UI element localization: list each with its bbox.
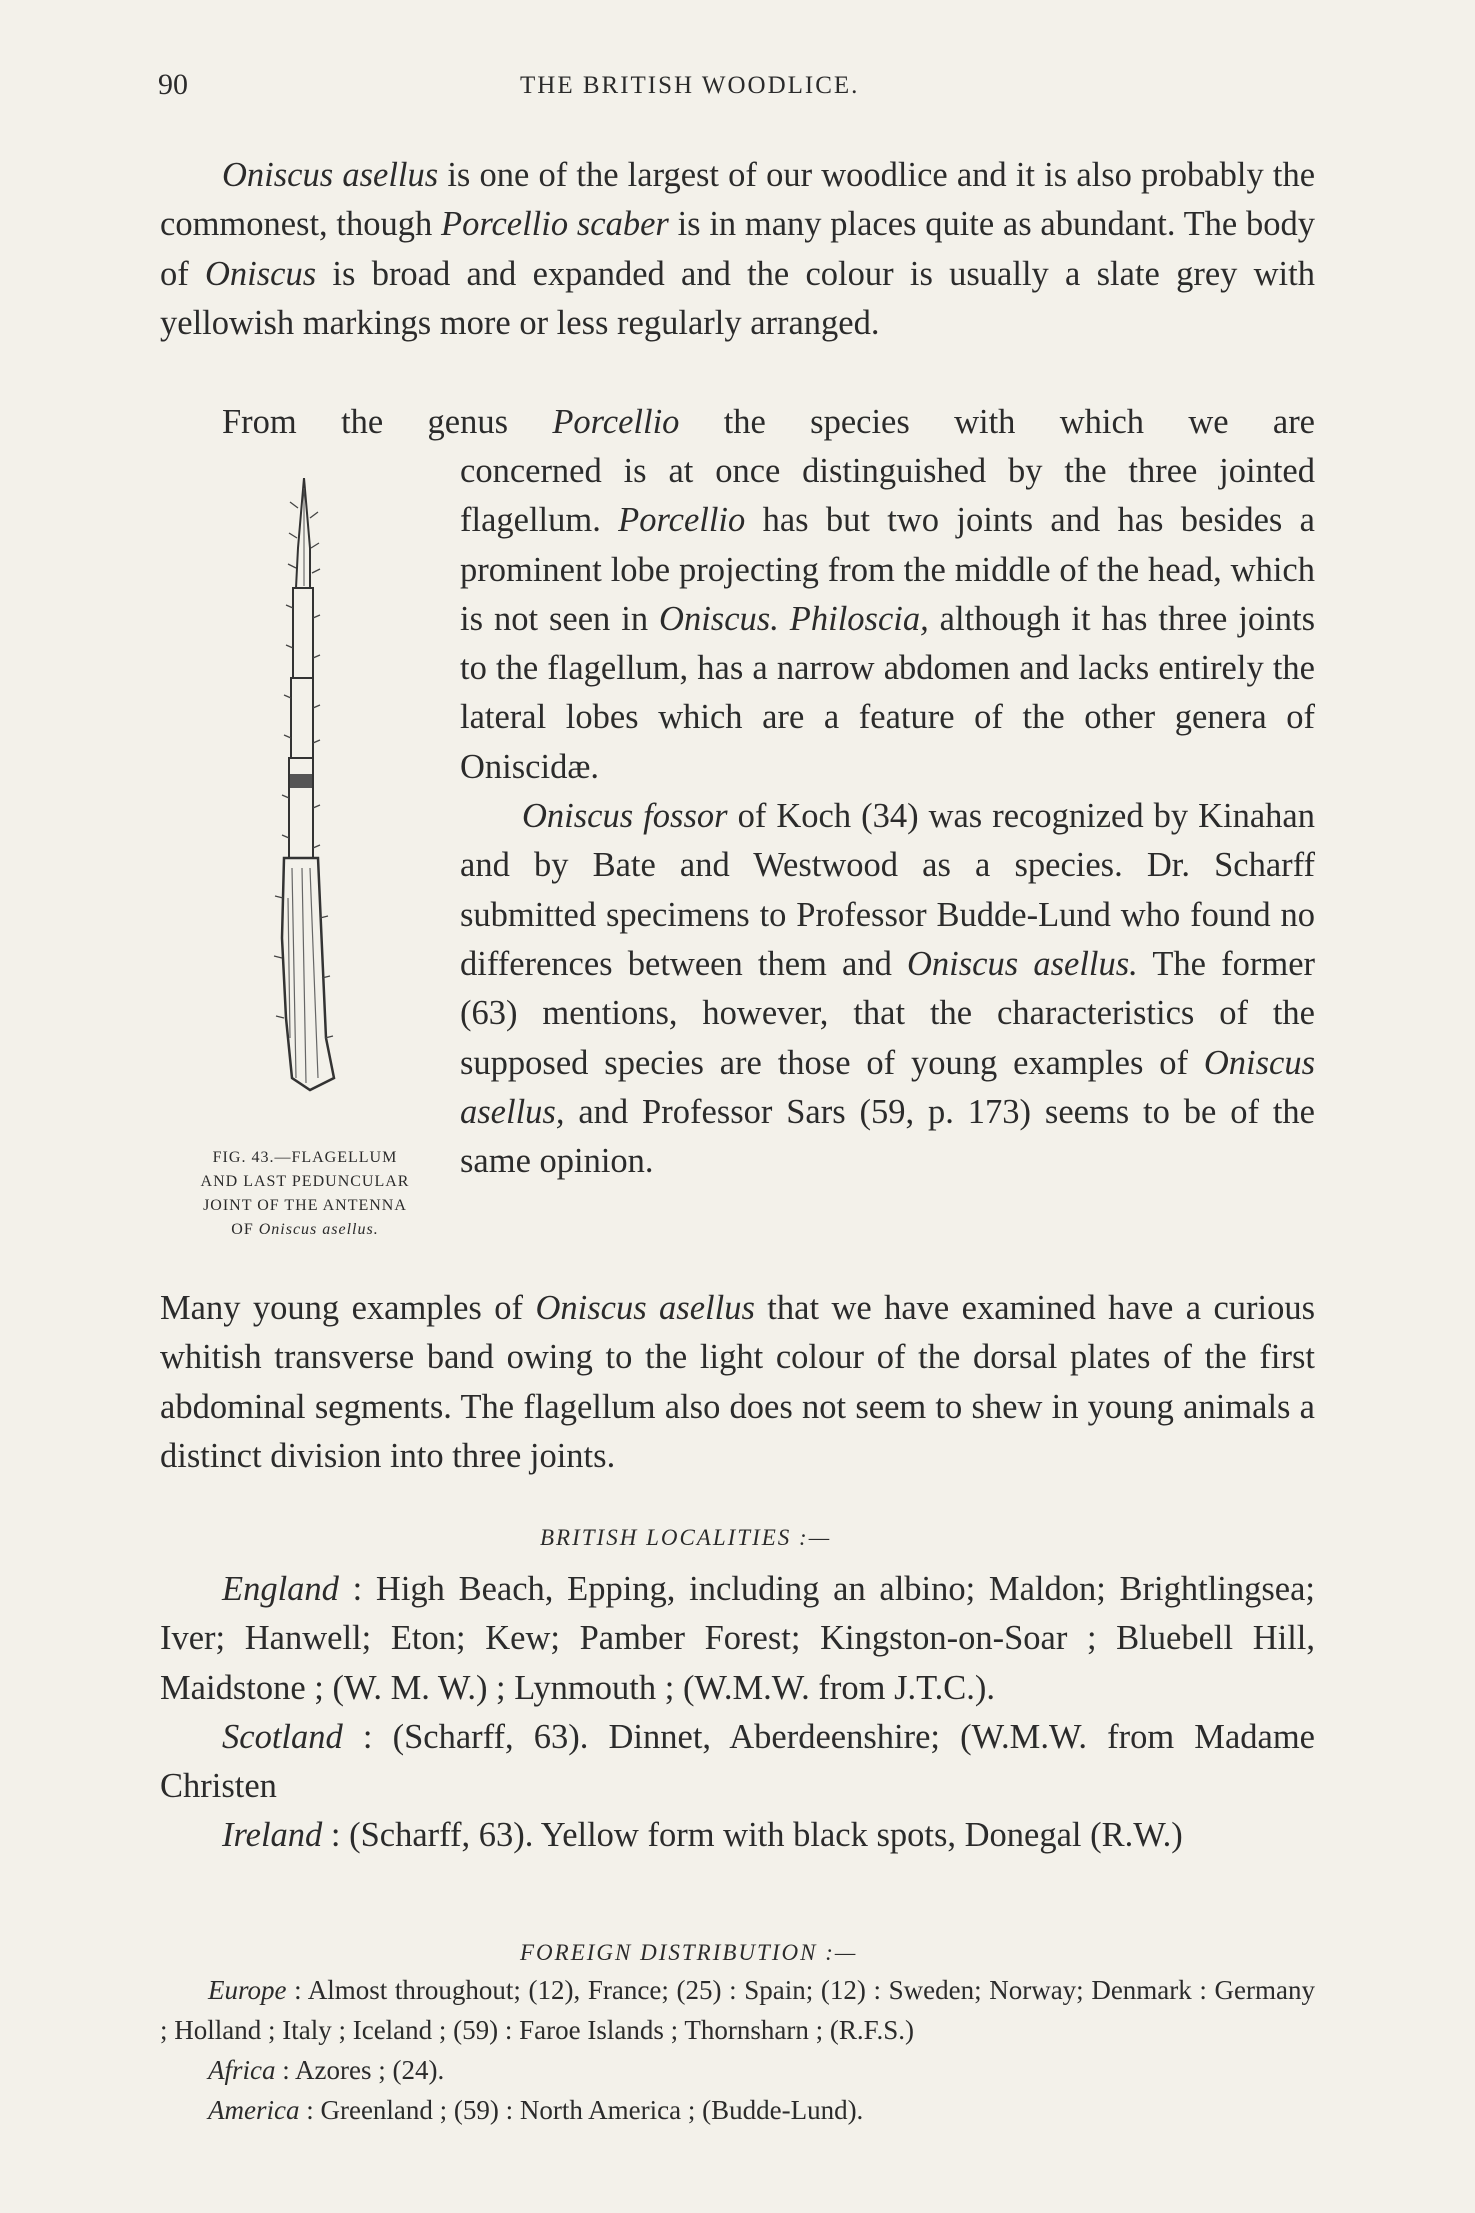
running-title: THE BRITISH WOODLICE. [520,72,860,99]
paragraph-4: Many young examples of Oniscus asellus that we have examined have a curious whitish transverse band owing to the light colour of the dorsal plates of the first abdominal segments. The flagellum also does not seem to shew in young animals a distinct division into three joints. [160,1289,1316,1475]
british-localities: England : High Beach, Epping, including an albino; Maldon; Brightlingsea; Iver; Hanwell; Eton; Kew; Pamber Forest; Kingston-on-Soar ; Bluebell Hill, Maidstone ; (W. M. W.) ; Lynmouth ; (W.M.W. from J.T.C.). Scotland : (Scharff, 63). Dinnet, Aberdeenshire; (W.M.W. from Madame Christen Ireland : (Scharff, 63). Yellow form with black spots, Donegal (R.W.) [160,1570,1315,1855]
british-localities-heading: BRITISH LOCALITIES :— [540,1525,832,1550]
figure-caption: FIG. 43.—FLAGELLUM AND LAST PEDUNCULAR JOINT OF THE ANTENNA OF Oniscus asellus. [200,1149,410,1238]
foreign-distribution: Europe : Almost throughout; (12), France; (25) : Spain; (12) : Sweden; Norway; Denmark : Germany ; Holland ; Italy ; Iceland ; (59) : Faroe Islands ; Thornsharn ; (R.F.S.) Africa : Azores ; (24). America : Greenland ; (59) : North America ; (Budde-Lund). [160,1975,1315,2125]
paragraph-1: Oniscus asellus is one of the largest of our woodlice and it is also probably the commonest, though Porcellio scaber is in many places quite as abundant. The body of Oniscus is broad and expanded and the colour is usually a slate grey with yellowish markings more or less regularly arranged. [160,156,1316,342]
paragraph-2-first-line: From the genus Porcellio the species with which we are [222,403,1315,441]
foreign-distribution-heading: FOREIGN DISTRIBUTION :— [520,1940,858,1965]
page-number: 90 [158,68,188,101]
antenna-flagellum-figure [270,478,360,1098]
paragraph-3: Oniscus fossor of Koch (34) was recognized by Kinahan and by Bate and Westwood as a species. Dr. Scharff submitted specimens to Professor Budde-Lund who found no differences between them and Oniscus asellus. The former (63) mentions, however, that the characteristics of the supposed species are those of young examples of Oniscus asellus, and Professor Sars (59, p. 173) seems to be of the same opinion. [460,797,1316,1181]
narrow-column: concerned is at once distinguished by the three jointed flagellum. Porcellio has but two joints and has besides a prominent lobe projecting from the middle of the head, which is not seen in Oniscus. Philoscia, although it has three joints to the flagellum, has a narrow abdomen and lacks entirely the lateral lobes which are a feature of the other genera of Oniscidæ. Oniscus fossor of Koch (34) was recognized by Kinahan and by Bate and Westwood as a species. Dr. Scharff submitted specimens to Professor Budde-Lund who found no differences between them and Oniscus asellus. The former (63) mentions, however, that the characteristics of the supposed species are those of young examples of Oniscus asellus, and Professor Sars (59, p. 173) seems to be of the same opinion. [460,447,1315,1186]
